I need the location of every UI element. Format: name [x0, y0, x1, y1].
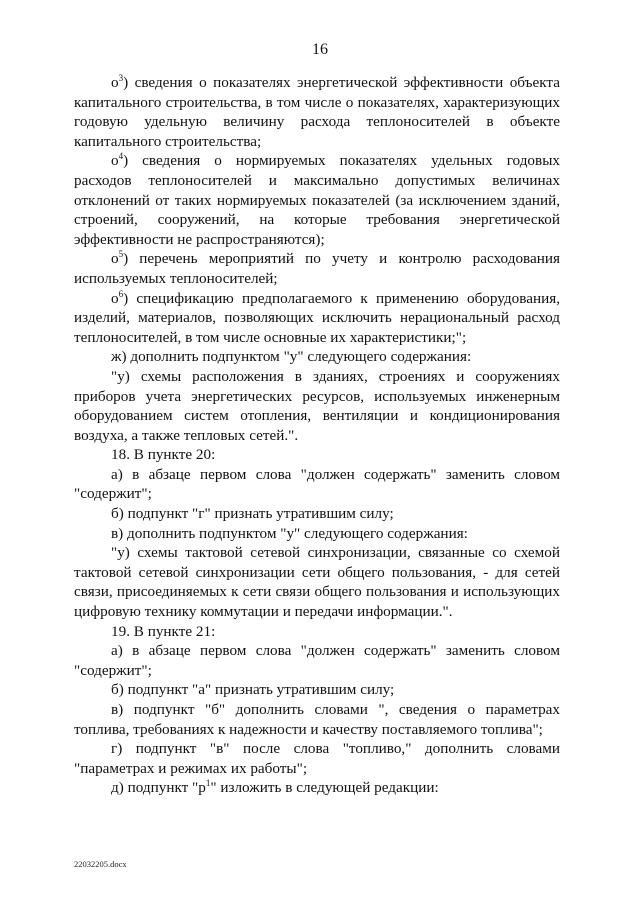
document-body [74, 73, 560, 798]
paragraph: в) дополнить подпунктом "у" следующего содержания: [111, 524, 468, 542]
page-number: 16 [312, 41, 328, 58]
section-heading: 18. В пункте 20: [111, 446, 216, 464]
paragraph: ж) дополнить подпунктом "у" следующего содержания: [111, 348, 472, 366]
paragraph: "у) схемы тактовой сетевой синхронизации, связанные со схемой тактовой сетевой синхронизации сети общего пользования, - для сетей связи, присоединяемых к сети связи общего пользования и использующих цифровую технику коммутации и передачи информации.". [74, 544, 560, 621]
paragraph: $о^6$) спецификацию предполагаемого к применению оборудования, изделий, материалов, позволяющих исключить нерациональный расход теплоносителей, в том числе основные их характеристики;"; [74, 288, 560, 346]
paragraph: б) подпункт "а" признать утратившим силу; [111, 681, 395, 699]
paragraph: д) подпункт "$р^1$" изложить в следующей редакции: [111, 778, 439, 797]
paragraph: $о^4$) сведения о нормируемых показателях удельных годовых расходов теплоносителей и максимально допустимых величинах отклонений от таких нормируемых показателей (за исключением зданий, строений, сооружений, на которые требования энергетической эффективности не распространяются); [74, 151, 560, 248]
paragraph: в) подпункт "б" дополнить словами ", сведения о параметрах топлива, требованиях к надежности и качеству поставляемого топлива"; [74, 701, 560, 738]
paragraph: $о^5$) перечень мероприятий по учету и контролю расходования используемых теплоносителей; [74, 249, 560, 287]
paragraph: а) в абзаце первом слова "должен содержать" заменить словом "содержит"; [74, 465, 560, 503]
paragraph: "у) схемы расположения в зданиях, строениях и сооружениях приборов учета энергетических ресурсов, используемых инженерным оборудованием систем отопления, вентиляции и кондиционирования воздуха, а также тепловых сетей.". [74, 367, 560, 444]
paragraph: $о^3$) сведения о показателях энергетической эффективности объекта капитального строительства, в том числе о показателях, характеризующих годовую удельную величину расхода теплоносителей в объекте капитального строительства; [74, 73, 560, 150]
paragraph: б) подпункт "г" признать утратившим силу; [111, 505, 394, 523]
section-heading: 19. В пункте 21: [111, 622, 216, 640]
paragraph: а) в абзаце первом слова "должен содержать" заменить словом "содержит"; [74, 642, 560, 679]
paragraph: г) подпункт "в" после слова "топливо," дополнить словами "параметрах и режимах их работы"; [74, 740, 560, 777]
file-name-footer: 22032205.docx [74, 859, 127, 869]
